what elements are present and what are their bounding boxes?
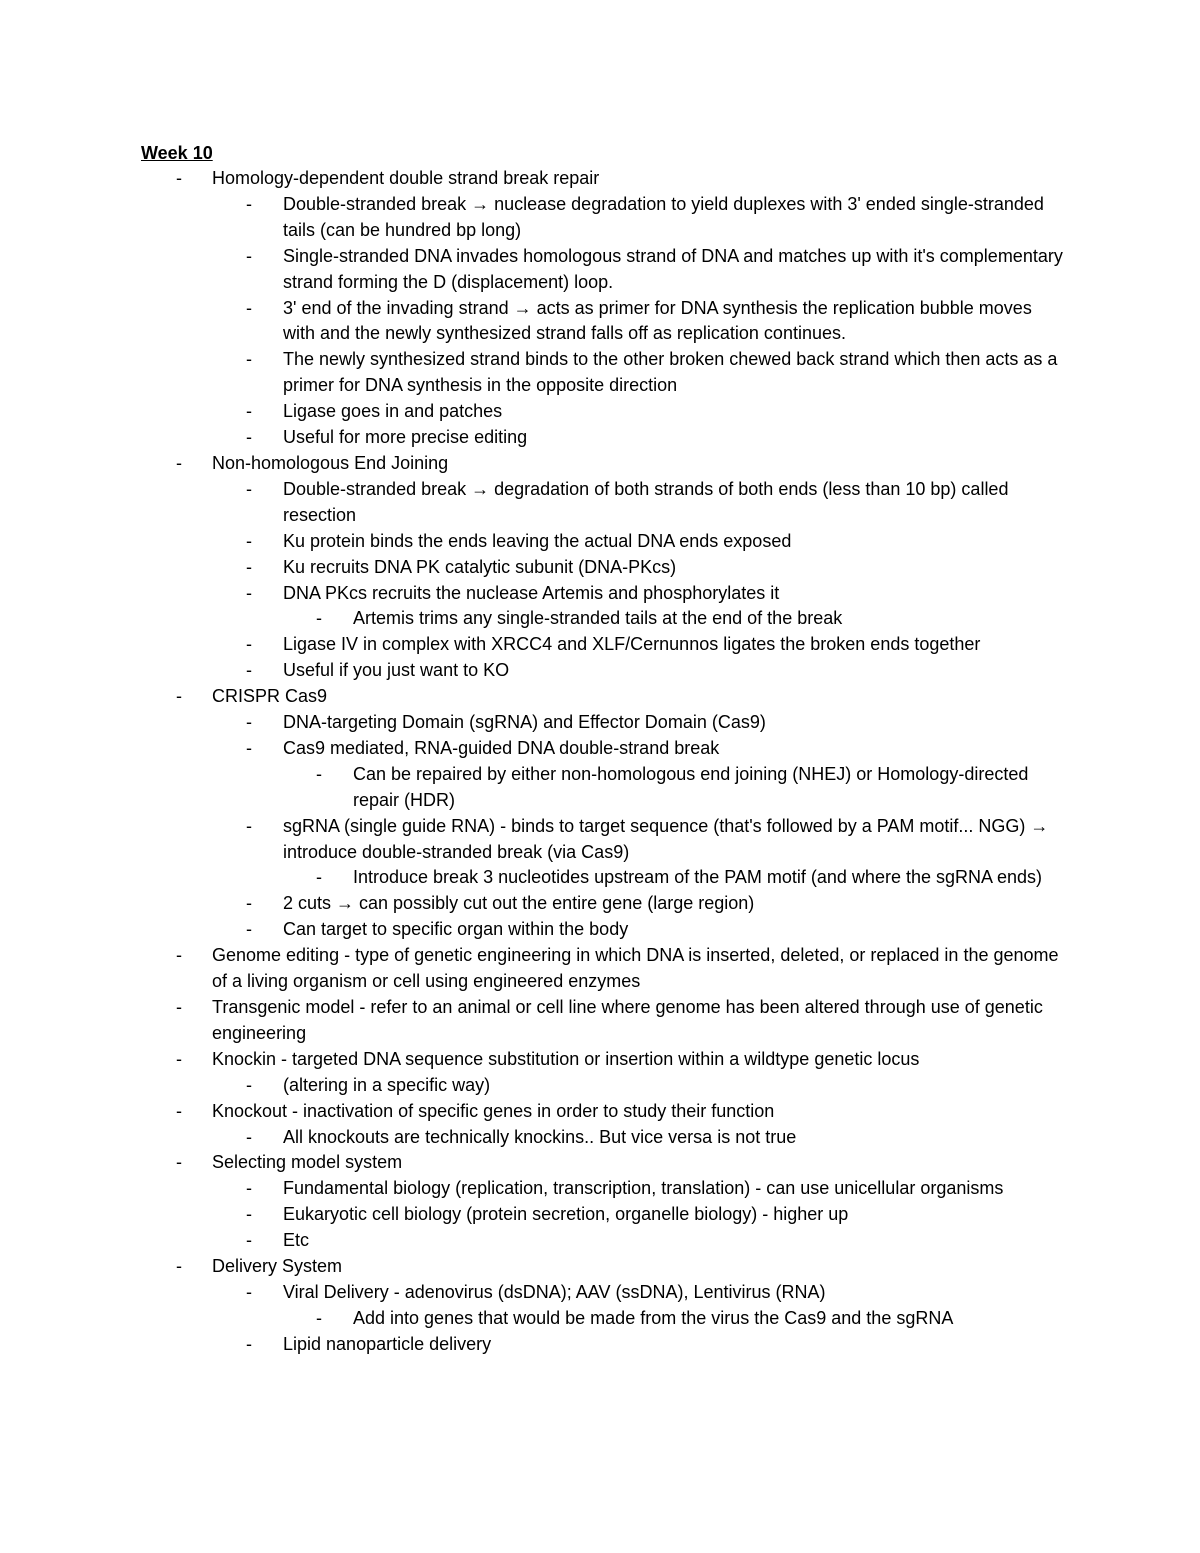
list-item-text: Single-stranded DNA invades homologous strand of DNA and matches up with it's complementary strand forming the D (displacement) loop. bbox=[283, 245, 1063, 292]
list-item-level-2 bbox=[0, 814, 1200, 866]
list-item-level-2 bbox=[0, 1228, 1200, 1254]
bullet-dash: - bbox=[246, 1281, 252, 1302]
list-item-text: Eukaryotic cell biology (protein secretion, organelle biology) - higher up bbox=[283, 1204, 849, 1225]
bullet-dash: - bbox=[176, 997, 182, 1017]
list-item-level-3 bbox=[0, 762, 1200, 814]
bullet-dash: - bbox=[176, 168, 182, 188]
list-item-text: Viral Delivery - adenovirus (dsDNA); AAV (ssDNA), Lentivirus (RNA) bbox=[283, 1281, 826, 1302]
list-item-level-2 bbox=[0, 1332, 1200, 1358]
list-item-level-2 bbox=[0, 399, 1200, 425]
list-item-text: Ku recruits DNA PK catalytic subunit (DNA-PKcs) bbox=[283, 556, 677, 577]
bullet-dash: - bbox=[246, 919, 252, 940]
bullet-dash: - bbox=[316, 867, 322, 888]
list-item-text: DNA PKcs recruits the nuclease Artemis and phosphorylates it bbox=[283, 582, 780, 603]
list-item-level-2 bbox=[0, 581, 1200, 607]
bullet-dash: - bbox=[176, 1256, 182, 1277]
list-item-text: (altering in a specific way) bbox=[283, 1074, 491, 1095]
list-item-level-1 bbox=[0, 166, 1200, 192]
bullet-dash: - bbox=[246, 582, 252, 603]
list-item-text: Delivery System bbox=[212, 1256, 343, 1277]
list-item-level-1 bbox=[0, 1047, 1200, 1073]
list-item-level-1 bbox=[0, 1099, 1200, 1125]
list-item-text: Etc bbox=[283, 1230, 310, 1251]
page-title: Week 10 bbox=[141, 143, 213, 163]
list-item-level-2 bbox=[0, 347, 1200, 399]
list-item-text: Knockout - inactivation of specific genes in order to study their function bbox=[212, 1100, 775, 1121]
bullet-dash: - bbox=[246, 297, 252, 318]
list-item-level-2 bbox=[0, 192, 1200, 244]
list-item-level-2 bbox=[0, 710, 1200, 736]
list-item-level-3 bbox=[0, 865, 1200, 891]
list-item-text: Can target to specific organ within the body bbox=[283, 919, 629, 940]
bullet-dash: - bbox=[246, 1333, 252, 1354]
bullet-dash: - bbox=[246, 193, 252, 214]
bullet-dash: - bbox=[176, 686, 182, 707]
bullet-dash: - bbox=[246, 1204, 252, 1225]
list-item-level-2 bbox=[0, 891, 1200, 917]
list-item-text: Double-stranded break → nuclease degradation to yield duplexes with 3' ended single-stranded tails (can be hundred bp long) bbox=[283, 193, 1044, 240]
list-item-text: Ligase goes in and patches bbox=[283, 401, 503, 422]
list-item-level-2 bbox=[0, 244, 1200, 296]
list-item-text: Ku protein binds the ends leaving the actual DNA ends exposed bbox=[283, 530, 792, 551]
bullet-dash: - bbox=[246, 556, 252, 577]
list-item-text: Add into genes that would be made from the virus the Cas9 and the sgRNA bbox=[353, 1307, 954, 1328]
list-item-level-2 bbox=[0, 477, 1200, 529]
bullet-dash: - bbox=[316, 1307, 322, 1328]
bullet-dash: - bbox=[246, 478, 252, 499]
bullet-dash: - bbox=[246, 815, 252, 836]
list-item-level-2 bbox=[0, 1073, 1200, 1099]
list-item-text: Introduce break 3 nucleotides upstream of the PAM motif (and where the sgRNA ends) bbox=[353, 867, 1043, 888]
bullet-dash: - bbox=[246, 349, 252, 370]
list-item-text: Useful for more precise editing bbox=[283, 427, 528, 448]
bullet-dash: - bbox=[246, 1074, 252, 1095]
bullet-dash: - bbox=[246, 737, 252, 758]
list-item-level-2 bbox=[0, 632, 1200, 658]
bullet-dash: - bbox=[246, 530, 252, 551]
list-item-text: Genome editing - type of genetic engineering in which DNA is inserted, deleted, or replaced in the genome of a living organism or cell using engineered enzymes bbox=[212, 945, 1059, 992]
bullet-dash: - bbox=[176, 452, 182, 473]
list-item-text: Cas9 mediated, RNA-guided DNA double-strand break bbox=[283, 737, 720, 758]
bullet-dash: - bbox=[316, 763, 322, 784]
list-item-level-2 bbox=[0, 736, 1200, 762]
list-item-level-1 bbox=[0, 995, 1200, 1047]
bullet-dash: - bbox=[176, 1152, 182, 1173]
bullet-dash: - bbox=[246, 634, 252, 655]
list-item-level-2 bbox=[0, 658, 1200, 684]
list-item-level-2 bbox=[0, 555, 1200, 581]
bullet-dash: - bbox=[246, 712, 252, 733]
list-item-text: Non-homologous End Joining bbox=[212, 452, 449, 473]
list-item-level-1 bbox=[0, 451, 1200, 477]
list-item-level-1 bbox=[0, 943, 1200, 995]
bullet-dash: - bbox=[246, 893, 252, 914]
bullet-dash: - bbox=[316, 608, 322, 629]
list-item-text: Knockin - targeted DNA sequence substitution or insertion within a wildtype genetic locus bbox=[212, 1048, 920, 1069]
list-item-level-2 bbox=[0, 917, 1200, 943]
bullet-dash: - bbox=[176, 945, 182, 966]
list-item-level-2 bbox=[0, 296, 1200, 348]
list-item-text: CRISPR Cas9 bbox=[212, 686, 328, 707]
bullet-dash: - bbox=[246, 427, 252, 448]
list-item-level-2 bbox=[0, 1202, 1200, 1228]
list-item-level-2 bbox=[0, 1176, 1200, 1202]
bullet-dash: - bbox=[246, 660, 252, 681]
list-item-text: Double-stranded break → degradation of both strands of both ends (less than 10 bp) called resection bbox=[283, 478, 1009, 525]
list-item-text: Selecting model system bbox=[212, 1152, 403, 1173]
list-item-text: 2 cuts → can possibly cut out the entire gene (large region) bbox=[283, 893, 755, 914]
bullet-dash: - bbox=[246, 1230, 252, 1251]
bullet-dash: - bbox=[246, 1126, 252, 1147]
list-item-level-1 bbox=[0, 1150, 1200, 1176]
list-item-level-3 bbox=[0, 606, 1200, 632]
list-item-text: sgRNA (single guide RNA) - binds to target sequence (that's followed by a PAM motif... NGG) → introduce double-stranded break (via Cas9) bbox=[283, 815, 1049, 862]
list-item-level-2 bbox=[0, 1280, 1200, 1306]
list-item-text: DNA-targeting Domain (sgRNA) and Effector Domain (Cas9) bbox=[283, 712, 766, 733]
list-item-level-2 bbox=[0, 425, 1200, 451]
list-item-text: Fundamental biology (replication, transcription, translation) - can use unicellular organisms bbox=[283, 1178, 1004, 1199]
list-item-level-1 bbox=[0, 684, 1200, 710]
notes-list bbox=[0, 166, 1200, 1358]
list-item-text: Can be repaired by either non-homologous end joining (NHEJ) or Homology-directed repair (HDR) bbox=[353, 763, 1029, 810]
list-item-level-1 bbox=[0, 1254, 1200, 1280]
list-item-text: All knockouts are technically knockins.. But vice versa is not true bbox=[283, 1126, 797, 1147]
list-item-level-2 bbox=[0, 529, 1200, 555]
bullet-dash: - bbox=[176, 1048, 182, 1069]
bullet-dash: - bbox=[176, 1100, 182, 1121]
list-item-text: Ligase IV in complex with XRCC4 and XLF/Cernunnos ligates the broken ends together bbox=[283, 634, 981, 655]
list-item-level-2 bbox=[0, 1125, 1200, 1151]
bullet-dash: - bbox=[246, 401, 252, 422]
list-item-text: Transgenic model - refer to an animal or cell line where genome has been altered through use of genetic engineering bbox=[212, 997, 1043, 1043]
list-item-text: 3' end of the invading strand → acts as primer for DNA synthesis the replication bubble moves with and the newly synthesized strand falls off as replication continues. bbox=[283, 297, 1032, 344]
bullet-dash: - bbox=[246, 245, 252, 266]
list-item-text: The newly synthesized strand binds to the other broken chewed back strand which then acts as a primer for DNA synthesis in the opposite direction bbox=[283, 349, 1058, 396]
list-item-text: Useful if you just want to KO bbox=[283, 660, 510, 681]
list-item-text: Homology-dependent double strand break repair bbox=[212, 168, 600, 188]
bullet-dash: - bbox=[246, 1178, 252, 1199]
list-item-text: Artemis trims any single-stranded tails at the end of the break bbox=[353, 608, 843, 629]
list-item-level-3 bbox=[0, 1306, 1200, 1332]
list-item-text: Lipid nanoparticle delivery bbox=[283, 1333, 492, 1354]
